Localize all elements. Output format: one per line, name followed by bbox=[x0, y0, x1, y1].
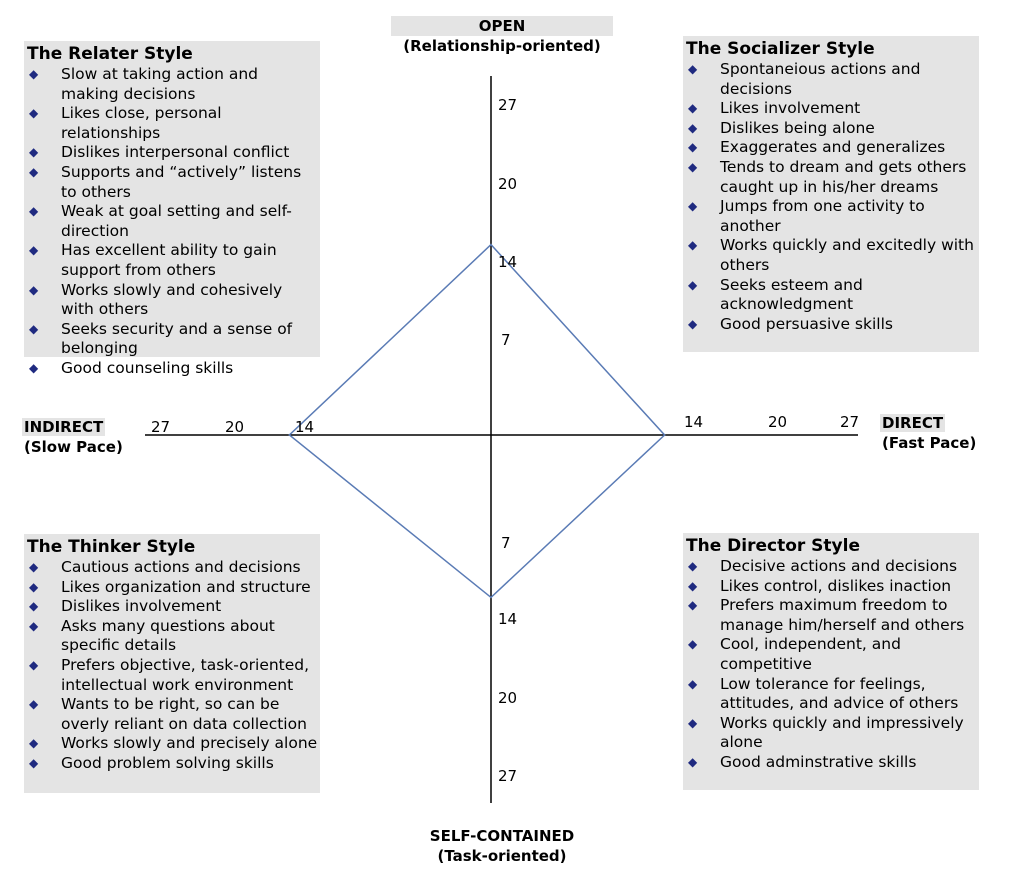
bullet-icon: ◆ bbox=[688, 120, 698, 135]
axis-left-title: INDIRECT bbox=[24, 418, 104, 436]
bullet-icon: ◆ bbox=[688, 62, 698, 76]
axis-right-subtitle: (Fast Pace) bbox=[882, 434, 977, 452]
list-item bbox=[27, 695, 320, 734]
bullet-icon: ◆ bbox=[688, 140, 698, 155]
tick-down-20: 20 bbox=[498, 689, 518, 707]
socializer-style-title: The Socializer Style bbox=[686, 39, 875, 59]
axis-top-title: OPEN bbox=[391, 16, 613, 36]
bullet-icon: ◆ bbox=[29, 360, 39, 375]
list-item bbox=[27, 202, 320, 241]
axis-left-subtitle: (Slow Pace) bbox=[24, 438, 123, 456]
list-item bbox=[27, 754, 320, 774]
list-item bbox=[686, 119, 979, 139]
bullet-icon: ◆ bbox=[688, 316, 698, 331]
list-item-text: Dislikes being alone bbox=[720, 118, 875, 137]
axis-left-label bbox=[22, 417, 123, 457]
bullet-icon: ◆ bbox=[688, 598, 698, 613]
relater-style-list bbox=[27, 65, 320, 379]
list-item bbox=[27, 597, 320, 617]
bullet-icon: ◆ bbox=[688, 559, 698, 573]
list-item-text: Good counseling skills bbox=[61, 358, 234, 377]
list-item bbox=[27, 558, 320, 578]
list-item bbox=[27, 281, 320, 320]
list-item-text: Decisive actions and decisions bbox=[720, 557, 958, 575]
list-item-text: Wants to be right, so can be overly reliant on data collection bbox=[61, 695, 307, 733]
bullet-icon: ◆ bbox=[29, 145, 39, 160]
list-item bbox=[686, 60, 979, 99]
list-item-text: Likes organization and structure bbox=[61, 577, 311, 596]
tick-up-14: 14 bbox=[498, 253, 518, 271]
list-item-text: Good problem solving skills bbox=[61, 753, 274, 772]
tick-down-7: 7 bbox=[501, 534, 511, 552]
list-item-text: Works slowly and cohesively with others bbox=[61, 280, 283, 319]
tick-left-14: 14 bbox=[295, 418, 315, 436]
bullet-icon: ◆ bbox=[688, 676, 698, 691]
socializer-style-list bbox=[686, 60, 979, 334]
list-item-text: Cool, independent, and competitive bbox=[720, 635, 901, 673]
axis-right-label bbox=[880, 413, 976, 453]
list-item-text: Weak at goal setting and self-direction bbox=[61, 202, 292, 240]
list-item-text: Cautious actions and decisions bbox=[61, 558, 301, 576]
bullet-icon: ◆ bbox=[29, 204, 39, 219]
thinker-style-list bbox=[27, 558, 320, 774]
list-item bbox=[686, 138, 979, 158]
list-item-text: Exaggerates and generalizes bbox=[720, 138, 946, 157]
list-item-text: Prefers objective, task-oriented, intellectual work environment bbox=[61, 655, 310, 694]
list-item-text: Works quickly and impressively alone bbox=[720, 713, 964, 752]
bullet-icon: ◆ bbox=[688, 637, 698, 652]
list-item-text: Seeks esteem and acknowledgment bbox=[720, 275, 863, 314]
list-item-text: Spontaneious actions and decisions bbox=[720, 60, 921, 98]
list-item bbox=[686, 557, 979, 577]
list-item-text: Dislikes involvement bbox=[61, 597, 222, 616]
list-item-text: Jumps from one activity to another bbox=[720, 197, 925, 235]
list-item bbox=[686, 276, 979, 315]
list-item bbox=[27, 656, 320, 695]
tick-up-7: 7 bbox=[501, 331, 511, 349]
list-item bbox=[27, 320, 320, 359]
axis-top-subtitle: (Relationship-oriented) bbox=[403, 37, 601, 55]
relater-style-box bbox=[24, 41, 320, 377]
list-item bbox=[686, 236, 979, 275]
tick-up-20: 20 bbox=[498, 175, 518, 193]
bullet-icon: ◆ bbox=[29, 599, 39, 614]
list-item bbox=[27, 578, 320, 598]
bullet-icon: ◆ bbox=[29, 106, 39, 121]
thinker-style-box bbox=[24, 534, 320, 793]
list-item bbox=[686, 714, 979, 753]
bullet-icon: ◆ bbox=[29, 321, 39, 336]
tick-left-20: 20 bbox=[225, 418, 245, 436]
list-item bbox=[27, 143, 320, 163]
bullet-icon: ◆ bbox=[688, 277, 698, 292]
list-item bbox=[686, 596, 979, 635]
bullet-icon: ◆ bbox=[29, 736, 39, 751]
tick-right-20: 20 bbox=[768, 413, 788, 431]
tick-down-14: 14 bbox=[498, 610, 518, 628]
director-style-box bbox=[683, 533, 979, 790]
list-item bbox=[27, 617, 320, 656]
bullet-icon: ◆ bbox=[688, 578, 698, 593]
list-item-text: Good adminstrative skills bbox=[720, 752, 917, 771]
list-item-text: Works quickly and excitedly with others bbox=[720, 236, 974, 274]
axis-bottom-title: SELF-CONTAINED bbox=[429, 827, 575, 845]
list-item-text: Works slowly and precisely alone bbox=[61, 734, 318, 753]
relater-style-title: The Relater Style bbox=[27, 44, 193, 64]
list-item bbox=[686, 635, 979, 674]
list-item-text: Low tolerance for feelings, attitudes, and advice of others bbox=[720, 674, 959, 713]
axis-right-title: DIRECT bbox=[882, 414, 944, 432]
list-item bbox=[27, 65, 320, 104]
list-item bbox=[27, 163, 320, 202]
list-item-text: Asks many questions about specific details bbox=[61, 616, 275, 655]
list-item bbox=[27, 734, 320, 754]
bullet-icon: ◆ bbox=[29, 243, 39, 258]
bullet-icon: ◆ bbox=[688, 199, 698, 214]
list-item-text: Tends to dream and gets others caught up in his/her dreams bbox=[720, 157, 967, 196]
list-item-text: Likes close, personal relationships bbox=[61, 104, 222, 142]
bullet-icon: ◆ bbox=[29, 282, 39, 297]
list-item bbox=[686, 315, 979, 335]
bullet-icon: ◆ bbox=[29, 579, 39, 594]
list-item bbox=[686, 158, 979, 197]
list-item bbox=[27, 359, 320, 379]
list-item-text: Slow at taking action and making decisions bbox=[61, 65, 258, 103]
list-item bbox=[686, 99, 979, 119]
list-item bbox=[686, 197, 979, 236]
director-style-list bbox=[686, 557, 979, 773]
list-item-text: Dislikes interpersonal conflict bbox=[61, 143, 290, 162]
tick-left-27: 27 bbox=[151, 418, 171, 436]
list-item-text: Good persuasive skills bbox=[720, 314, 893, 333]
list-item bbox=[686, 753, 979, 773]
bullet-icon: ◆ bbox=[29, 164, 39, 179]
bullet-icon: ◆ bbox=[688, 238, 698, 253]
bullet-icon: ◆ bbox=[29, 697, 39, 712]
bullet-icon: ◆ bbox=[29, 560, 39, 574]
bullet-icon: ◆ bbox=[688, 159, 698, 174]
bullet-icon: ◆ bbox=[29, 657, 39, 672]
list-item-text: Supports and “actively” listens to others bbox=[61, 162, 302, 201]
axis-top-label bbox=[391, 16, 613, 56]
bullet-icon: ◆ bbox=[29, 618, 39, 633]
axis-bottom-subtitle: (Task-oriented) bbox=[437, 847, 567, 865]
bullet-icon: ◆ bbox=[29, 67, 39, 81]
bullet-icon: ◆ bbox=[29, 755, 39, 770]
list-item bbox=[686, 675, 979, 714]
bullet-icon: ◆ bbox=[688, 715, 698, 730]
list-item-text: Likes involvement bbox=[720, 99, 861, 118]
bullet-icon: ◆ bbox=[688, 101, 698, 116]
thinker-style-title: The Thinker Style bbox=[27, 537, 196, 557]
list-item bbox=[27, 241, 320, 280]
list-item-text: Likes control, dislikes inaction bbox=[720, 576, 952, 595]
tick-up-27: 27 bbox=[498, 96, 518, 114]
list-item-text: Has excellent ability to gain support from others bbox=[61, 241, 277, 279]
director-style-title: The Director Style bbox=[686, 536, 860, 556]
bullet-icon: ◆ bbox=[688, 754, 698, 769]
list-item-text: Prefers maximum freedom to manage him/herself and others bbox=[720, 596, 965, 634]
list-item-text: Seeks security and a sense of belonging bbox=[61, 319, 293, 358]
style-diamond bbox=[289, 245, 664, 598]
socializer-style-box bbox=[683, 36, 979, 352]
tick-right-27: 27 bbox=[840, 413, 860, 431]
list-item bbox=[27, 104, 320, 143]
tick-right-14: 14 bbox=[684, 413, 704, 431]
tick-down-27: 27 bbox=[498, 767, 518, 785]
axis-bottom-label bbox=[391, 826, 613, 866]
list-item bbox=[686, 577, 979, 597]
